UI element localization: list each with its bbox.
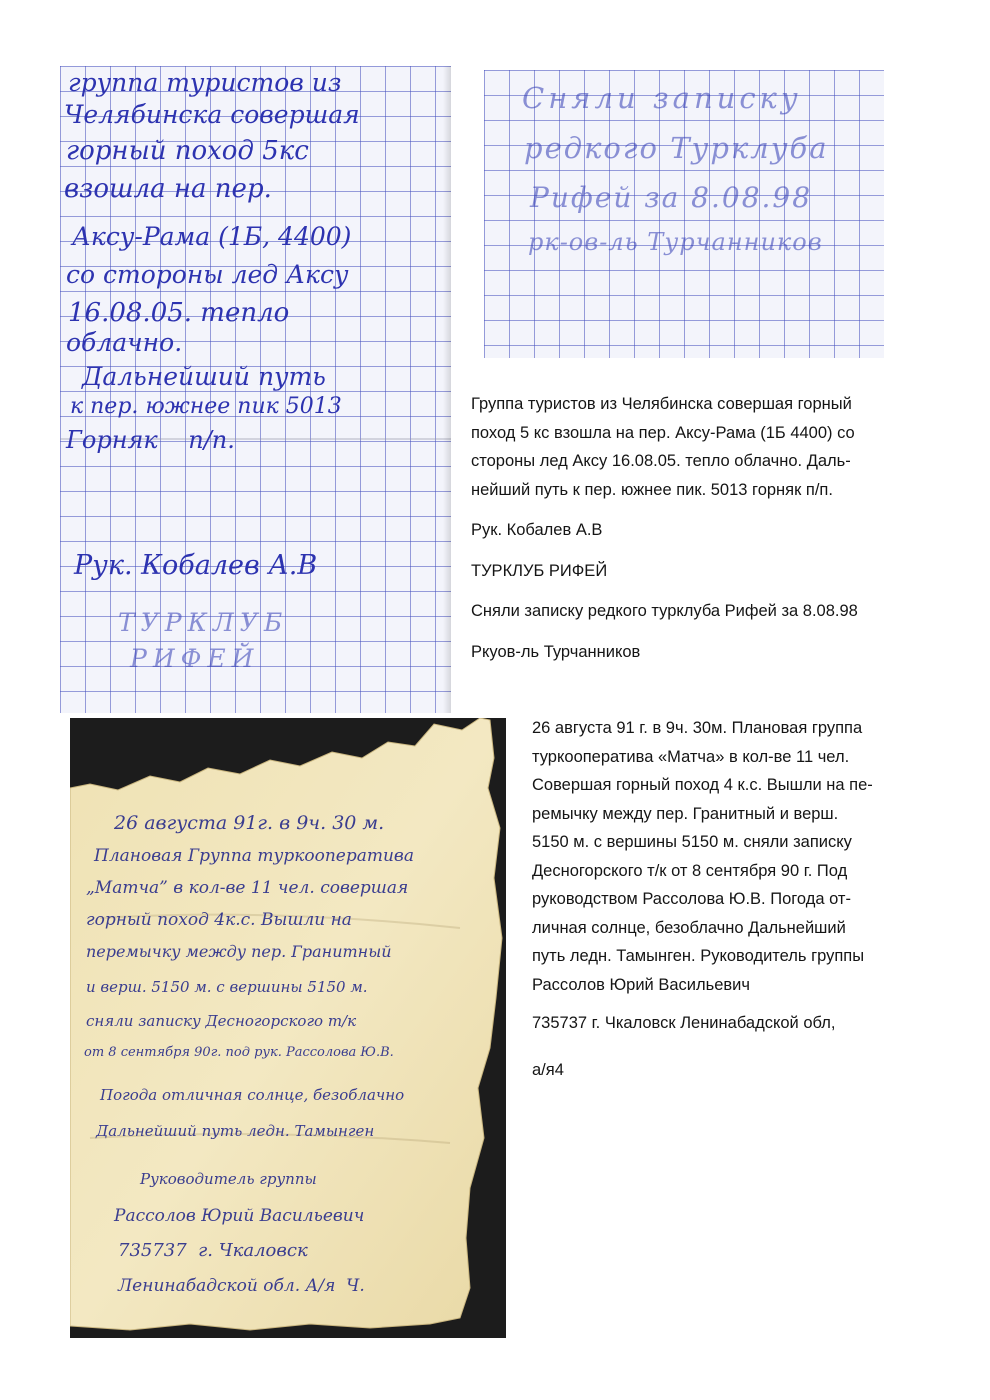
club-stamp-line: РИФЕЙ [130, 644, 260, 673]
handwriting-line: сняли записку Десногорского т/к [86, 1012, 357, 1030]
transcription-line: Рассолов Юрий Васильевич [532, 975, 750, 994]
handwriting-line: Дальнейший путь [82, 362, 326, 391]
handwriting-line: редкого Турклуба [524, 131, 829, 165]
transcription-signature: Ркуов-ль Турчанников [471, 642, 641, 661]
handwriting-line: со стороны лед Аксу [66, 260, 349, 289]
handwriting-line: Аксу-Рама (1Б, 4400) [72, 222, 352, 251]
transcription-line: Группа туристов из Челябинска совершая горный [471, 395, 852, 413]
transcription-line: Десногорского т/к от 8 сентября 90 г. Под [532, 861, 848, 880]
handwriting-line: Рифей за 8.08.98 [530, 181, 813, 214]
handwriting-line: Плановая Группа туркооператива [94, 846, 414, 866]
note-scan-chelyabinsk [60, 66, 451, 713]
handwriting-line: Челябинска совершая [64, 100, 360, 129]
handwriting-line: 735737 г. Чкаловск [118, 1240, 308, 1261]
handwriting-signature: Рук. Кобалев А.В [74, 550, 318, 581]
transcription-leader: Рук. Кобалев А.В [471, 521, 603, 539]
handwriting-line: Дальнейший путь ледн. Тамынген [96, 1122, 375, 1140]
handwriting-line: Руководитель группы [140, 1170, 317, 1188]
handwriting-line: Горняк п/п. [66, 426, 235, 454]
handwriting-line: рк-ов-ль Турчанников [528, 228, 823, 256]
handwriting-line: от 8 сентября 90г. под рук. Рассолова Ю.В. [84, 1045, 394, 1060]
handwriting-line: к пер. южнее пик 5013 [70, 394, 342, 419]
transcription-line: поход 5 кс взошла на пер. Аксу-Рама (1Б 4400) со [471, 423, 855, 442]
transcription-line: личная солнце, безоблачно Дальнейший [532, 918, 846, 937]
transcription-line: туркооператива «Матча» в кол-ве 11 чел. [532, 747, 850, 766]
club-stamp-line: ТУРКЛУБ [118, 608, 289, 637]
transcription-line: 26 августа 91 г. в 9ч. 30м. Плановая группа [532, 719, 863, 737]
handwriting-line: и верш. 5150 м. с вершины 5150 м. [86, 978, 368, 996]
handwriting-line: 26 августа 91г. в 9ч. 30 м. [114, 812, 385, 834]
transcription-removed-note: Сняли записку редкого турклуба Рифей за 8.08.98 [471, 602, 858, 620]
handwriting-line: Погода отличная солнце, безоблачно [100, 1086, 405, 1104]
handwriting-line: Рассолов Юрий Васильевич [114, 1206, 365, 1226]
handwriting-line: 16.08.05. тепло [68, 298, 290, 328]
handwriting-line: облачно. [66, 328, 183, 357]
note-scan-rifey [484, 70, 884, 358]
handwriting-line: Сняли записку [522, 81, 802, 115]
handwriting-line: „Матча” в кол-ве 11 чел. совершая [86, 878, 409, 898]
transcription-line: Совершая горный поход 4 к.с. Вышли на пе- [532, 776, 873, 794]
handwriting-line: горный поход 5кс [66, 136, 309, 166]
transcription-matcha [532, 714, 952, 1084]
transcription-line: 5150 м. с вершины 5150 м. сняли записку [532, 833, 852, 851]
transcription-line: ремычку между пер. Гранитный и верш. [532, 804, 839, 823]
handwriting-line: горный поход 4к.с. Вышли на [86, 910, 352, 930]
handwriting-line: перемычку между пер. Гранитный [86, 942, 392, 961]
transcription-chelyabinsk [471, 390, 931, 666]
note-scan-matcha [70, 718, 506, 1338]
transcription-line: нейший путь к пер. южнее пик. 5013 горняк п/п. [471, 480, 833, 499]
transcription-line: стороны лед Аксу 16.08.05. тепло облачно. Даль- [471, 452, 851, 470]
transcription-line: путь ледн. Тамынген. Руководитель группы [532, 947, 865, 965]
transcription-line: руководством Рассолова Ю.В. Погода от- [532, 890, 851, 908]
transcription-po-box: а/я4 [532, 1060, 564, 1079]
handwriting-line: взошла на пер. [64, 174, 272, 204]
handwriting-line: Ленинабадской обл. А/я Ч. [118, 1276, 365, 1296]
transcription-address: 735737 г. Чкаловск Ленинабадской обл, [532, 1014, 836, 1032]
handwriting-line: группа туристов из [68, 68, 342, 97]
transcription-club: ТУРКЛУБ РИФЕЙ [471, 561, 608, 580]
